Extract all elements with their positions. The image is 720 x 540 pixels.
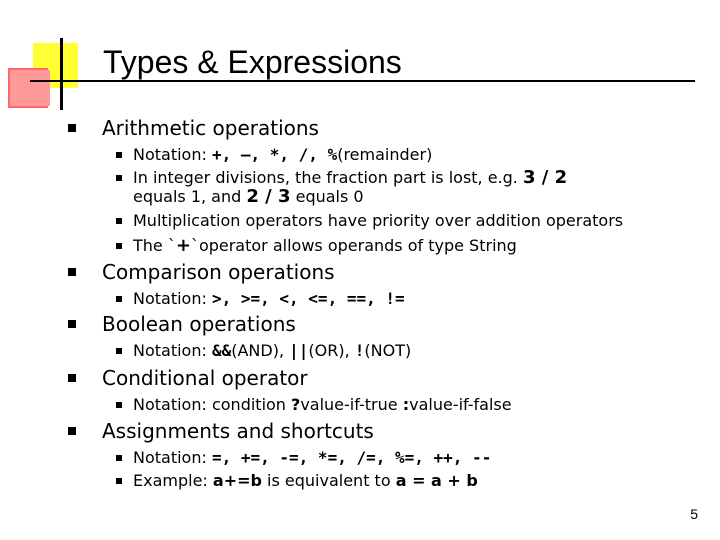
example-code: a = a + b bbox=[395, 471, 478, 490]
section-heading: Arithmetic operations bbox=[102, 116, 319, 140]
bullet-square-icon bbox=[116, 455, 122, 461]
bullet-square-icon bbox=[116, 348, 122, 354]
example-code: a+=b bbox=[212, 471, 262, 490]
bullet-square-icon bbox=[68, 427, 76, 435]
bullet-square-icon bbox=[116, 218, 122, 224]
operator-code: ? bbox=[291, 395, 301, 414]
operator-code: : bbox=[402, 395, 410, 414]
operator-code: + bbox=[175, 235, 191, 256]
operator-code: +, –, *, /, % bbox=[211, 145, 338, 164]
decor-pink-square bbox=[10, 70, 50, 106]
page-number: 5 bbox=[690, 506, 698, 522]
operator-code: ! bbox=[354, 341, 365, 360]
example-code: 3 / 2 bbox=[522, 167, 568, 188]
operator-code: && bbox=[211, 341, 232, 360]
decor-vertical-line bbox=[60, 38, 63, 110]
bullet-square-icon bbox=[116, 402, 122, 408]
bullet-square-icon bbox=[116, 296, 122, 302]
section-heading: Boolean operations bbox=[102, 312, 296, 336]
operator-code: >, >=, <, <=, ==, != bbox=[211, 289, 405, 308]
bullet-square-icon bbox=[116, 243, 122, 249]
bullet-square-icon bbox=[116, 175, 122, 181]
bullet-square-icon bbox=[68, 374, 76, 382]
bullet-square-icon bbox=[68, 320, 76, 328]
operator-code: =, +=, -=, *=, /=, %=, ++, -- bbox=[211, 448, 492, 467]
bullet-square-icon bbox=[68, 268, 76, 276]
slide-title: Types & Expressions bbox=[103, 44, 402, 80]
section-heading: Assignments and shortcuts bbox=[102, 419, 374, 443]
operator-code: || bbox=[289, 341, 309, 360]
section-heading: Comparison operations bbox=[102, 260, 335, 284]
bullet-square-icon bbox=[116, 152, 122, 158]
bullet-square-icon bbox=[116, 478, 122, 484]
bullet-square-icon bbox=[68, 124, 76, 132]
section-heading: Conditional operator bbox=[102, 366, 308, 390]
example-code: 2 / 3 bbox=[246, 186, 291, 207]
